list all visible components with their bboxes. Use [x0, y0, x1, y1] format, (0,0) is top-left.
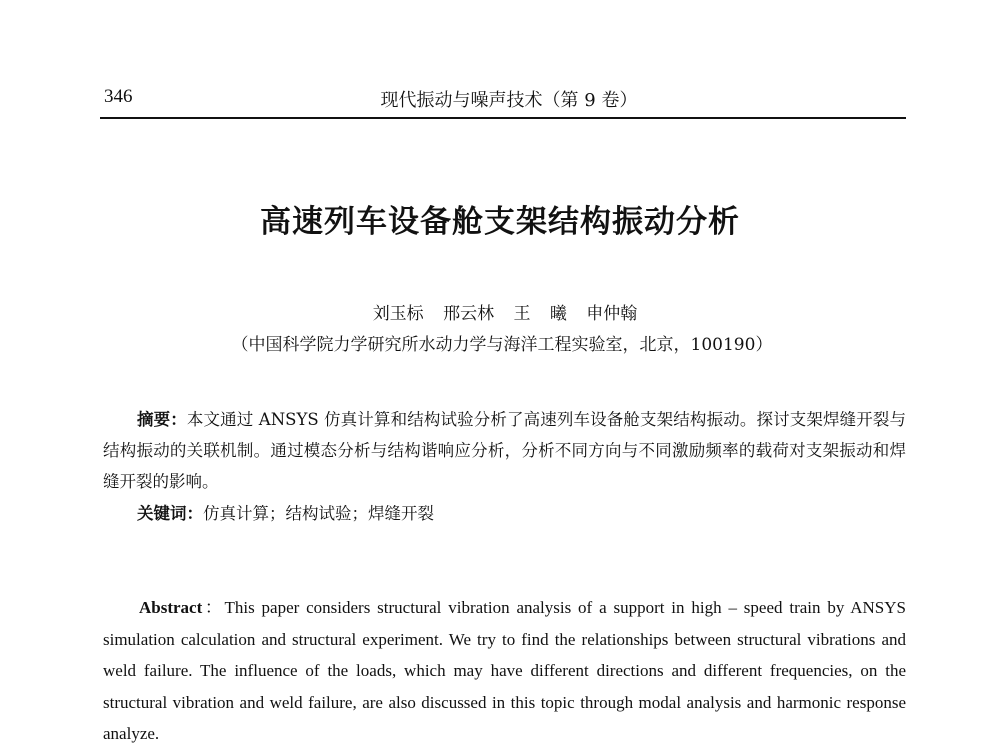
- author-list: 刘玉标 邢云林 王 曦 申仲翰: [372, 304, 638, 324]
- author-affiliation: （中国科学院力学研究所水动力学与海洋工程实验室，北京，100190）: [231, 335, 773, 355]
- english-abstract: [103, 592, 906, 750]
- chinese-keywords-text: 仿真计算；结构试验；焊缝开裂: [203, 504, 434, 523]
- english-abstract-label: Abstract: [139, 598, 203, 617]
- chinese-abstract-text: 本文通过 ANSYS 仿真计算和结构试验分析了高速列车设备舱支架结构振动。探讨支架焊缝开裂与结构振动的关联机制。通过模态分析与结构谐响应分析，分析不同方向与不同激励频率的载荷对支架振动和焊缝开裂的影响。: [103, 410, 907, 491]
- paper-title: 高速列车设备舱支架结构振动分析: [260, 204, 740, 240]
- chinese-abstract-label: 摘要：: [137, 410, 187, 429]
- chinese-keywords: [137, 500, 434, 524]
- journal-running-title: 现代振动与噪声技术（第 9 卷）: [380, 90, 638, 111]
- chinese-keywords-label: 关键词：: [137, 504, 203, 523]
- page-number: 346: [104, 86, 133, 107]
- header-divider: [100, 117, 906, 119]
- english-abstract-text: ：This paper considers structural vibration analysis of a support in high – speed train by ANSYS simulation calculation and structural experiment. We try to find the relationships between structural vibrations and weld failure. The influence of the loads, which may have different directions and different frequencies, on the structural vibration and weld failure, are also discussed in this topic through modal analysis and harmonic response analyze.: [103, 598, 906, 743]
- chinese-abstract: [103, 404, 906, 497]
